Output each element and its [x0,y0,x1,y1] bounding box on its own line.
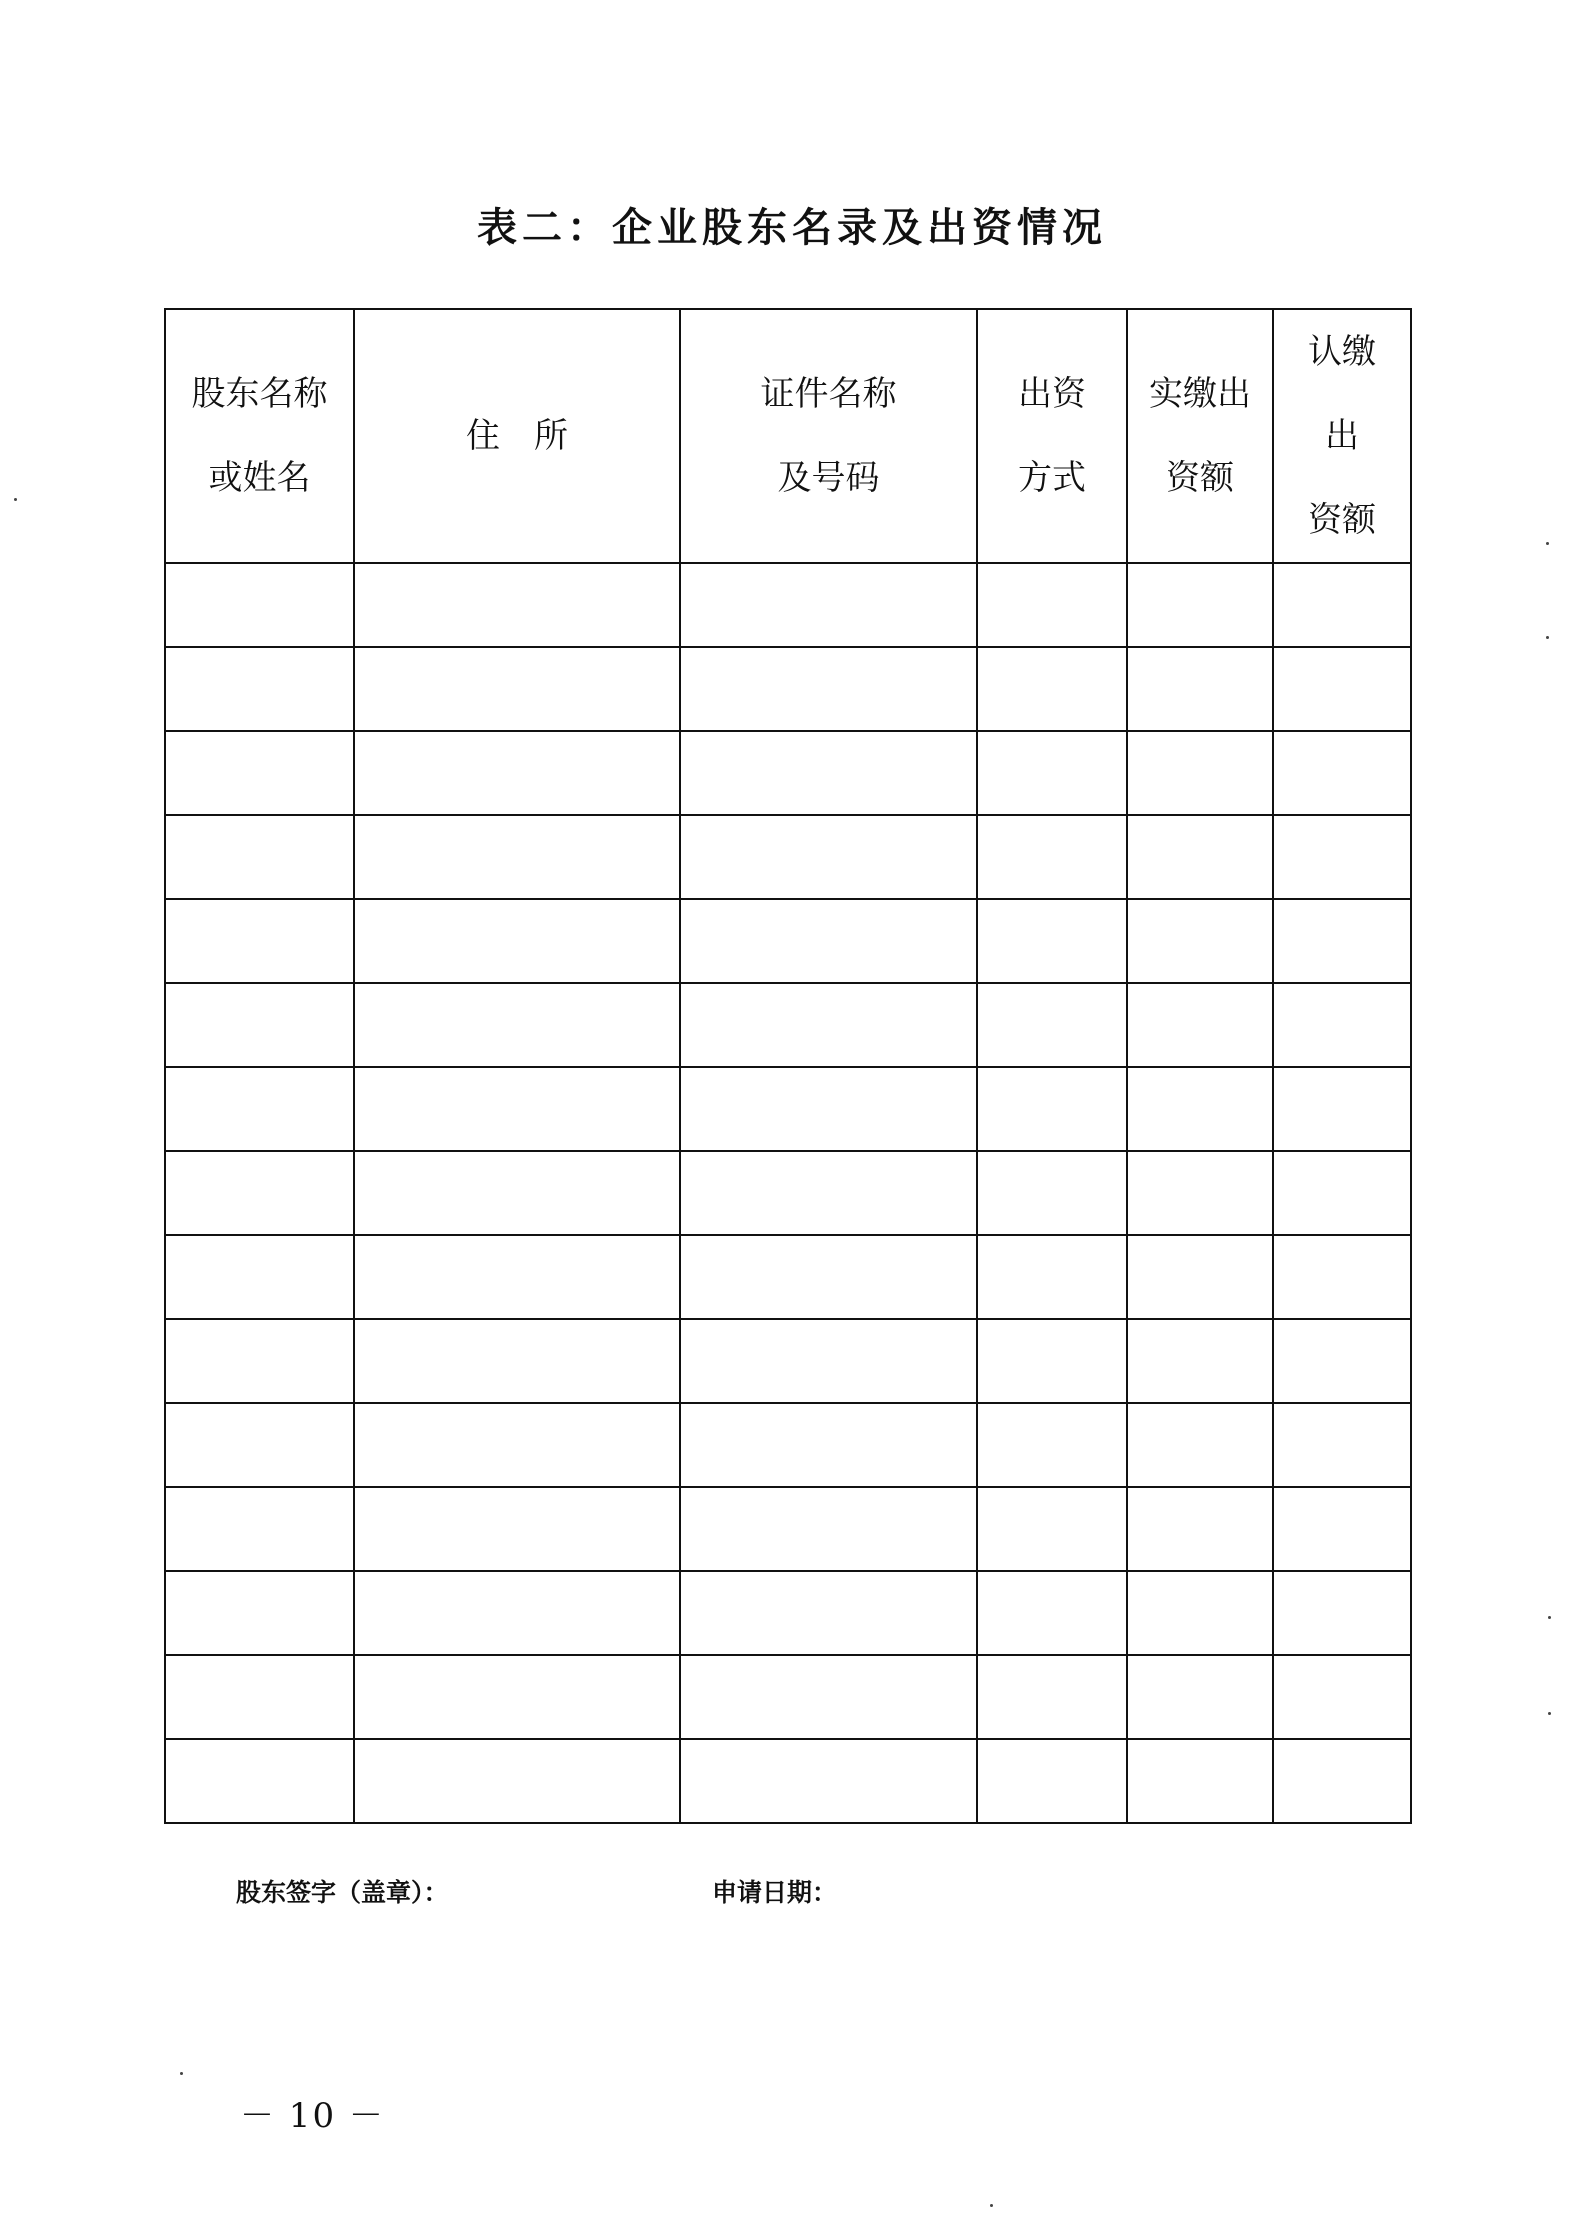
header-subscribed-amount [1273,309,1411,563]
cell-subscribed[interactable] [1273,899,1411,983]
header-line: 出资 [1018,374,1086,414]
cell-subscribed[interactable] [1273,1319,1411,1403]
cell-id-document[interactable] [680,731,977,815]
cell-subscribed[interactable] [1273,731,1411,815]
cell-contribution-method[interactable] [977,647,1127,731]
cell-domicile[interactable] [354,1403,680,1487]
header-line: 住 所 [466,416,568,456]
cell-contribution-method[interactable] [977,899,1127,983]
cell-domicile[interactable] [354,1151,680,1235]
table-row [165,731,1411,815]
header-line: 资额 [1308,500,1376,540]
page-number: － 10 － [240,2096,385,2136]
cell-shareholder[interactable] [165,1235,354,1319]
table-row [165,1655,1411,1739]
table-row [165,1739,1411,1823]
cell-id-document[interactable] [680,1655,977,1739]
cell-contribution-method[interactable] [977,1235,1127,1319]
cell-subscribed[interactable] [1273,1151,1411,1235]
cell-contribution-method[interactable] [977,1067,1127,1151]
scan-speck [1546,542,1549,545]
table-row [165,1571,1411,1655]
table-row [165,1319,1411,1403]
scan-speck [1548,1616,1551,1619]
table-row [165,1403,1411,1487]
cell-subscribed[interactable] [1273,1067,1411,1151]
cell-id-document[interactable] [680,1571,977,1655]
cell-paid-in[interactable] [1127,983,1273,1067]
cell-subscribed[interactable] [1273,647,1411,731]
cell-domicile[interactable] [354,731,680,815]
cell-shareholder[interactable] [165,563,354,647]
cell-subscribed[interactable] [1273,1571,1411,1655]
document-title: 表二：企业股东名录及出资情况 [477,204,1107,251]
cell-shareholder[interactable] [165,1739,354,1823]
table-row [165,983,1411,1067]
header-line: 实缴出 [1149,374,1251,414]
cell-domicile[interactable] [354,647,680,731]
cell-contribution-method[interactable] [977,1487,1127,1571]
cell-paid-in[interactable] [1127,1739,1273,1823]
table-row [165,1151,1411,1235]
cell-shareholder[interactable] [165,983,354,1067]
cell-subscribed[interactable] [1273,1235,1411,1319]
cell-paid-in[interactable] [1127,647,1273,731]
cell-contribution-method[interactable] [977,1655,1127,1739]
cell-domicile[interactable] [354,899,680,983]
header-line: 方式 [1018,458,1086,498]
header-line: 股东名称 [191,374,328,414]
header-id-document [680,309,977,563]
cell-paid-in[interactable] [1127,731,1273,815]
scan-speck [990,2204,993,2207]
table-row [165,563,1411,647]
header-line: 或姓名 [208,458,311,498]
cell-contribution-method[interactable] [977,1571,1127,1655]
cell-domicile[interactable] [354,1319,680,1403]
table-row [165,647,1411,731]
cell-id-document[interactable] [680,563,977,647]
cell-contribution-method[interactable] [977,1319,1127,1403]
cell-shareholder[interactable] [165,1151,354,1235]
cell-paid-in[interactable] [1127,815,1273,899]
cell-id-document[interactable] [680,647,977,731]
cell-paid-in[interactable] [1127,1403,1273,1487]
cell-id-document[interactable] [680,815,977,899]
cell-subscribed[interactable] [1273,815,1411,899]
header-line: 认缴 [1308,332,1376,372]
cell-shareholder[interactable] [165,1487,354,1571]
cell-domicile[interactable] [354,1571,680,1655]
cell-contribution-method[interactable] [977,983,1127,1067]
cell-shareholder[interactable] [165,1319,354,1403]
cell-paid-in[interactable] [1127,899,1273,983]
cell-shareholder[interactable] [165,1067,354,1151]
cell-shareholder[interactable] [165,647,354,731]
cell-id-document[interactable] [680,1319,977,1403]
scan-speck [14,498,17,501]
cell-contribution-method[interactable] [977,731,1127,815]
cell-shareholder[interactable] [165,1655,354,1739]
table-row [165,1235,1411,1319]
cell-domicile[interactable] [354,1067,680,1151]
cell-contribution-method[interactable] [977,1739,1127,1823]
table-row [165,1487,1411,1571]
cell-contribution-method[interactable] [977,563,1127,647]
cell-subscribed[interactable] [1273,1487,1411,1571]
cell-subscribed[interactable] [1273,983,1411,1067]
header-paid-in-amount [1127,309,1273,563]
cell-subscribed[interactable] [1273,1739,1411,1823]
cell-paid-in[interactable] [1127,1067,1273,1151]
cell-domicile[interactable] [354,1739,680,1823]
cell-subscribed[interactable] [1273,1403,1411,1487]
cell-domicile[interactable] [354,815,680,899]
table-row [165,1067,1411,1151]
header-line: 证件名称 [760,374,897,414]
cell-paid-in[interactable] [1127,563,1273,647]
header-line: 出 [1325,416,1359,456]
cell-domicile[interactable] [354,983,680,1067]
header-contribution-method [977,309,1127,563]
cell-subscribed[interactable] [1273,1655,1411,1739]
cell-subscribed[interactable] [1273,563,1411,647]
scan-speck [1546,636,1549,639]
scan-speck [1548,1712,1551,1715]
cell-domicile[interactable] [354,563,680,647]
cell-paid-in[interactable] [1127,1571,1273,1655]
cell-shareholder[interactable] [165,1571,354,1655]
cell-contribution-method[interactable] [977,815,1127,899]
cell-domicile[interactable] [354,1655,680,1739]
header-shareholder-name [165,309,354,563]
cell-contribution-method[interactable] [977,1151,1127,1235]
cell-contribution-method[interactable] [977,1403,1127,1487]
cell-id-document[interactable] [680,899,977,983]
application-date-label: 申请日期： [712,1878,838,1907]
cell-paid-in[interactable] [1127,1487,1273,1571]
table-header-row [165,309,1411,563]
table-row [165,899,1411,983]
cell-paid-in[interactable] [1127,1151,1273,1235]
table-row [165,815,1411,899]
cell-paid-in[interactable] [1127,1655,1273,1739]
shareholder-signature-label: 股东签字（盖章）： [236,1878,449,1907]
cell-shareholder[interactable] [165,815,354,899]
scan-speck [180,2072,183,2075]
header-line: 及号码 [777,458,880,498]
table-body [165,563,1411,1823]
cell-id-document[interactable] [680,1067,977,1151]
header-domicile [354,309,680,563]
shareholder-table [164,308,1412,1824]
cell-id-document[interactable] [680,983,977,1067]
cell-shareholder[interactable] [165,731,354,815]
cell-id-document[interactable] [680,1235,977,1319]
cell-paid-in[interactable] [1127,1319,1273,1403]
cell-domicile[interactable] [354,1235,680,1319]
cell-id-document[interactable] [680,1151,977,1235]
cell-id-document[interactable] [680,1403,977,1487]
cell-shareholder[interactable] [165,899,354,983]
cell-id-document[interactable] [680,1739,977,1823]
header-line: 资额 [1166,458,1234,498]
cell-domicile[interactable] [354,1487,680,1571]
cell-shareholder[interactable] [165,1403,354,1487]
cell-id-document[interactable] [680,1487,977,1571]
cell-paid-in[interactable] [1127,1235,1273,1319]
